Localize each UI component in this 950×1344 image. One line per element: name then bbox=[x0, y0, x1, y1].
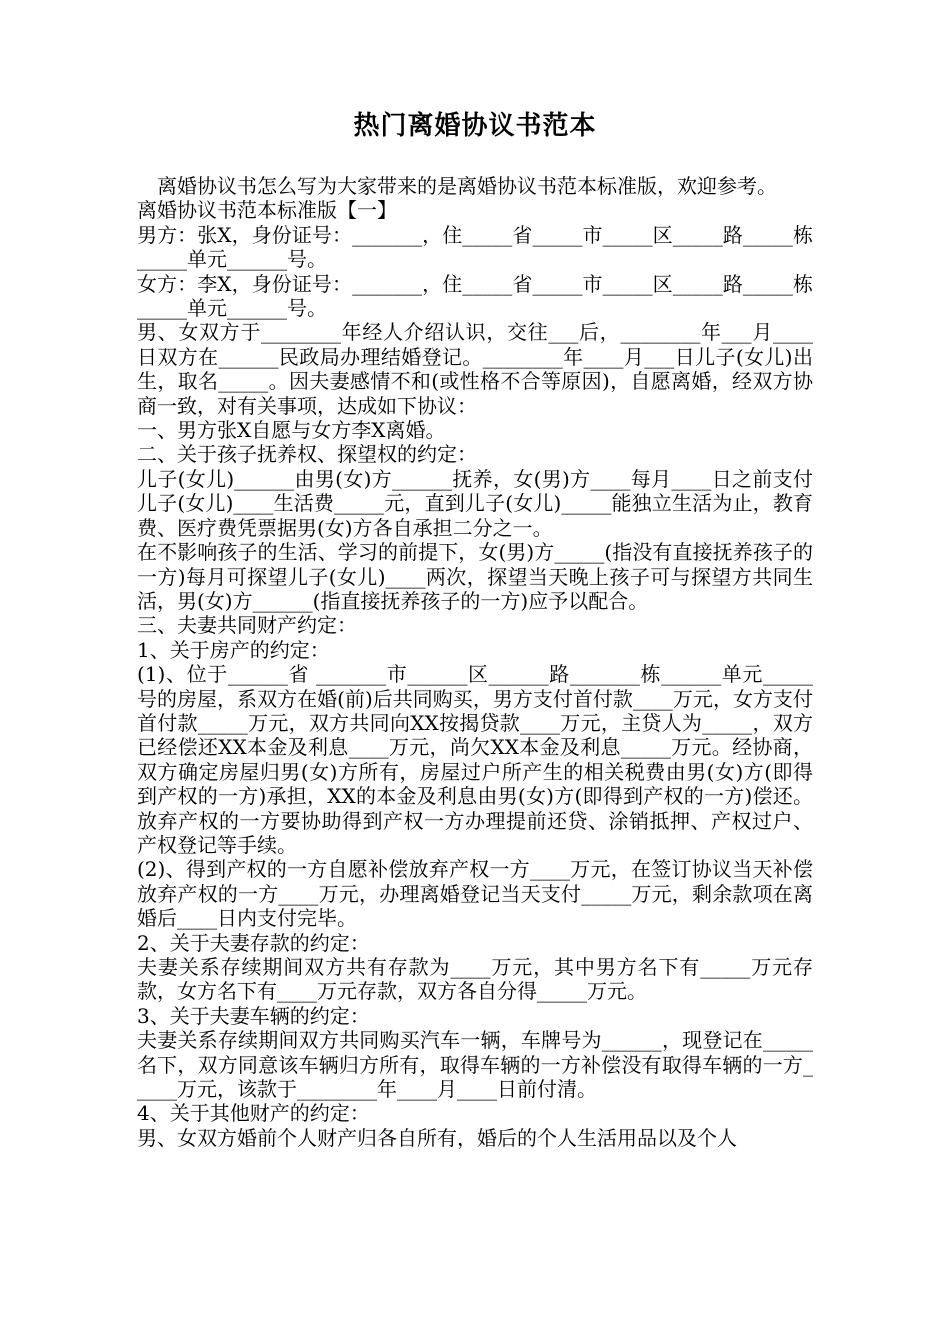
clause-divorce: 一、男方张X自愿与女方李X离婚。 bbox=[137, 418, 446, 443]
clause-property-heading: 三、夫妻共同财产约定： bbox=[137, 613, 357, 638]
vehicle-paragraph: 夫妻关系存续期间双方共同购买汽车一辆，车牌号为______，现登记在_____名下，双方同意该车辆归方所有，取得车辆的一方补偿没有取得车辆的一方_____万元，该款于________年____月____日前付清。 bbox=[137, 1028, 813, 1102]
document-title: 热门离婚协议书范本 bbox=[353, 111, 597, 141]
savings-heading: 2、关于夫妻存款的约定： bbox=[137, 930, 370, 955]
house-heading: 1、关于房产的约定： bbox=[137, 637, 330, 662]
husband-info-paragraph: 男方：张X，身份证号：_______，住_____省_____市_____区_____路_____栋_____单元______号。 bbox=[137, 222, 813, 272]
intro-paragraph: 离婚协议书怎么写为大家带来的是离婚协议书范本标准版，欢迎参考。 bbox=[137, 174, 777, 198]
clause-custody-heading: 二、关于孩子抚养权、探望权的约定： bbox=[137, 442, 477, 467]
savings-paragraph: 夫妻关系存续期间双方共有存款为____万元，其中男方名下有_____万元存款，女方名下有____万元存款，双方各自分得_____万元。 bbox=[137, 955, 813, 1004]
wife-info-paragraph: 女方：李X，身份证号：_______，住_____省_____市_____区_____路_____栋_____单元______号。 bbox=[137, 271, 813, 321]
house-clause-1: (1)、位于______省 _______市______区______路_______栋______单元_____号的房屋，系双方在婚(前)后共同购买，男方支付首付款____万元，女方支付首付款_____万元，双方共同向XX按揭贷款____万元，主贷人为_____，双方已经偿还XX本金及利息____万元，尚欠XX本金及利息_____万元。经协商，双方确定房屋归男(女)方所有，房屋过户所产生的相关税费由男(女)方(即得到产权的一方)承担，XX的本金及利息由男(女)方(即得到产权的一方)偿还。放弃产权的一方要协助得到产权一方办理提前还贷、涂销抵押、产权过户、产权登记等手续。 bbox=[137, 662, 813, 857]
other-property-paragraph: 男、女双方婚前个人财产归各自所有，婚后的个人生活用品以及个人 bbox=[137, 1125, 737, 1150]
marriage-background-paragraph: 男、女双方于________年经人介绍认识，交往___后，________年___月____日双方在______民政局办理结婚登记。________年____月___日儿子(女儿)出生，取名_____。因夫妻感情不和(或性格不合等原因)，自愿离婚，经双方协商一致，对有关事项，达成如下协议： bbox=[137, 320, 813, 418]
house-clause-2: (2)、得到产权的一方自愿补偿放弃产权一方____万元，在签订协议当天补偿放弃产权的一方____万元，办理离婚登记当天支付_____万元，剩余款项在离婚后____日内支付完毕。 bbox=[137, 857, 813, 931]
custody-support-paragraph: 儿子(女儿)______由男(女)方______抚养，女(男)方____每月____日之前支付儿子(女儿)____生活费_____元，直到儿子(女儿)_____能独立生活为止，教育费、医疗费凭票据男(女)方各自承担二分之一。 bbox=[137, 466, 813, 540]
other-property-heading: 4、关于其他财产的约定： bbox=[137, 1101, 370, 1126]
section-heading: 离婚协议书范本标准版【一】 bbox=[137, 198, 397, 223]
document-body bbox=[137, 174, 813, 1150]
visitation-paragraph: 在不影响孩子的生活、学习的前提下，女(男)方_____(指没有直接抚养孩子的一方)每月可探望儿子(女儿)____两次，探望当天晚上孩子可与探望方共同生活，男(女)方______(指直接抚养孩子的一方)应予以配合。 bbox=[137, 540, 813, 613]
vehicle-heading: 3、关于夫妻车辆的约定： bbox=[137, 1003, 370, 1028]
